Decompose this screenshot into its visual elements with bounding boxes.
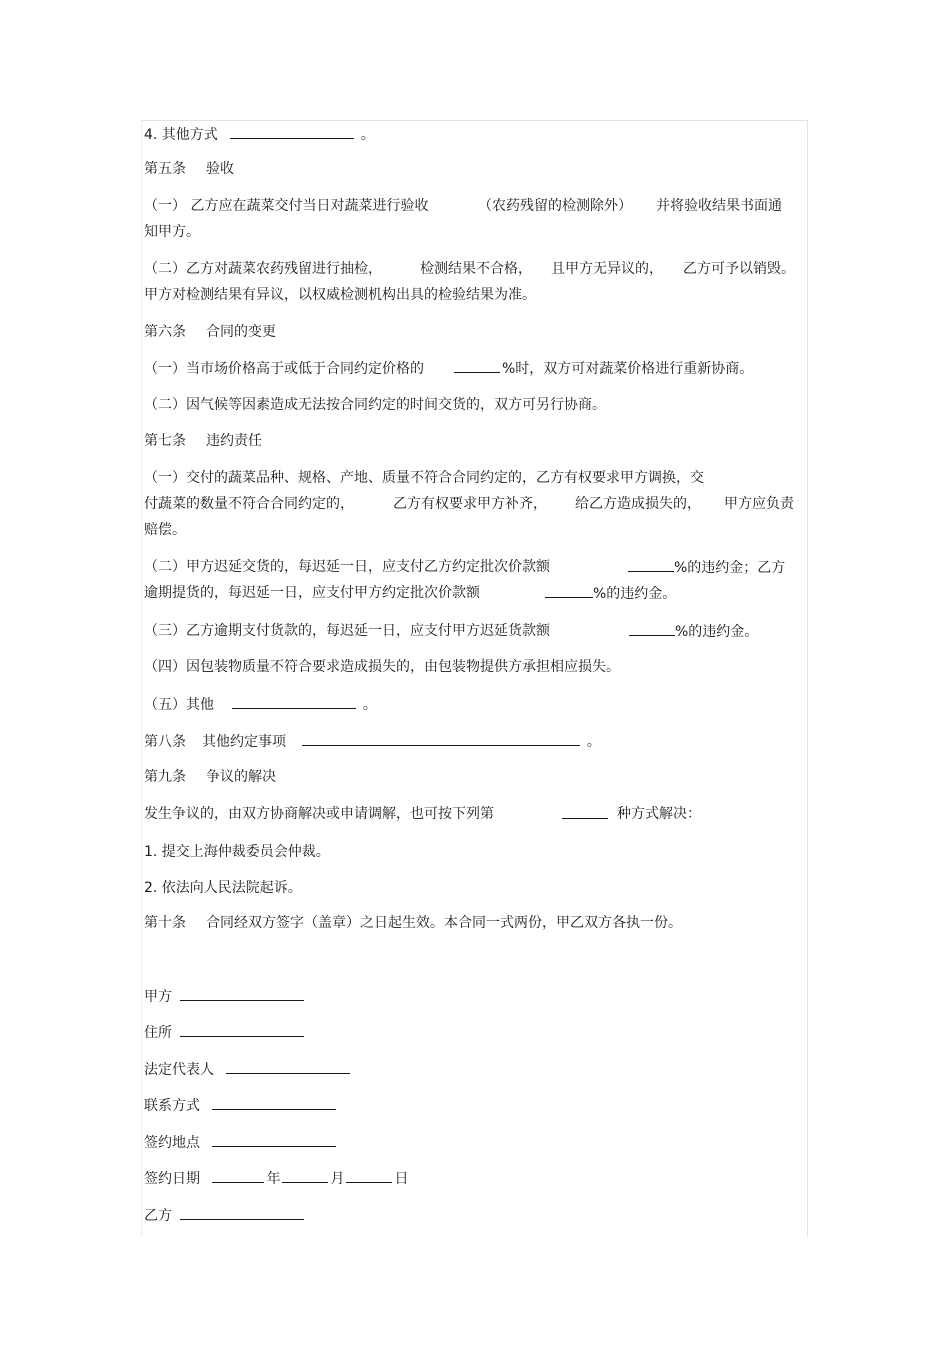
item-4-other-method: 4. 其他方式 。 [144,124,375,145]
article-5-clause-2: （二）乙方对蔬菜农药残留进行抽检， [144,261,382,277]
legal-rep-field[interactable] [226,1059,350,1074]
month-field[interactable] [282,1168,328,1183]
dispute-option-1: 1. 提交上海仲裁委员会仲裁。 [144,844,330,860]
sign-contact: 联系方式 [144,1095,338,1116]
blank-field[interactable] [562,804,608,819]
party-a-field[interactable] [180,986,304,1001]
article-7-clause-1: （一）交付的蔬菜品种、规格、产地、质量不符合合同约定的，乙方有权要求甲方调换，交 [144,470,704,486]
contact-field[interactable] [212,1095,336,1110]
article-5-heading: 第五条 验收 [144,161,234,177]
address-field[interactable] [180,1022,304,1037]
year-field[interactable] [212,1168,264,1183]
article-7-clause-4: （四）因包装物质量不符合要求造成损失的，由包装物提供方承担相应损失。 [144,659,620,675]
day-field[interactable] [346,1168,392,1183]
dispute-option-2: 2. 依法向人民法院起诉。 [144,880,302,896]
article-7-clause-3: （三）乙方逾期支付货款的，每迟延一日，应支付甲方迟延货款额 [144,623,550,639]
article-9-clause: 发生争议的，由双方协商解决或申请调解，也可按下列第 [144,806,494,822]
article-5-clause-1: （一） 乙方应在蔬菜交付当日对蔬菜进行验收 [144,198,429,214]
article-9-heading: 第九条 争议的解决 [144,769,276,785]
article-6-clause-1: （一）当市场价格高于或低于合同约定价格的 %时，双方可对蔬菜价格进行重新协商。 [144,358,753,379]
blank-field[interactable] [232,694,356,709]
party-b-field[interactable] [180,1205,304,1220]
article-10: 第十条 合同经双方签字（盖章）之日起生效。本合同一式两份，甲乙双方各执一份。 [144,915,682,931]
sign-address: 住所 [144,1022,306,1043]
article-7-clause-5: （五）其他 。 [144,694,377,715]
article-6-clause-2: （二）因气候等因素造成无法按合同约定的时间交货的，双方可另行协商。 [144,397,606,413]
blank-field[interactable] [545,583,593,598]
article-8: 第八条 其他约定事项 。 [144,731,601,752]
blank-field[interactable] [628,557,674,572]
blank-field[interactable] [454,358,500,373]
sign-party-a: 甲方 [144,986,306,1007]
sign-legal-rep: 法定代表人 [144,1059,352,1080]
article-7-clause-2: （二）甲方迟延交货的，每迟延一日，应支付乙方约定批次价款额 [144,559,550,575]
sign-party-b: 乙方 [144,1205,306,1226]
article-7-heading: 第七条 违约责任 [144,433,262,449]
blank-field[interactable] [302,731,580,746]
sign-date: 签约日期 年 月 日 [144,1168,408,1189]
blank-field[interactable] [230,124,354,139]
sign-place: 签约地点 [144,1132,338,1153]
article-6-heading: 第六条 合同的变更 [144,324,276,340]
blank-field[interactable] [629,621,675,636]
place-field[interactable] [212,1132,336,1147]
